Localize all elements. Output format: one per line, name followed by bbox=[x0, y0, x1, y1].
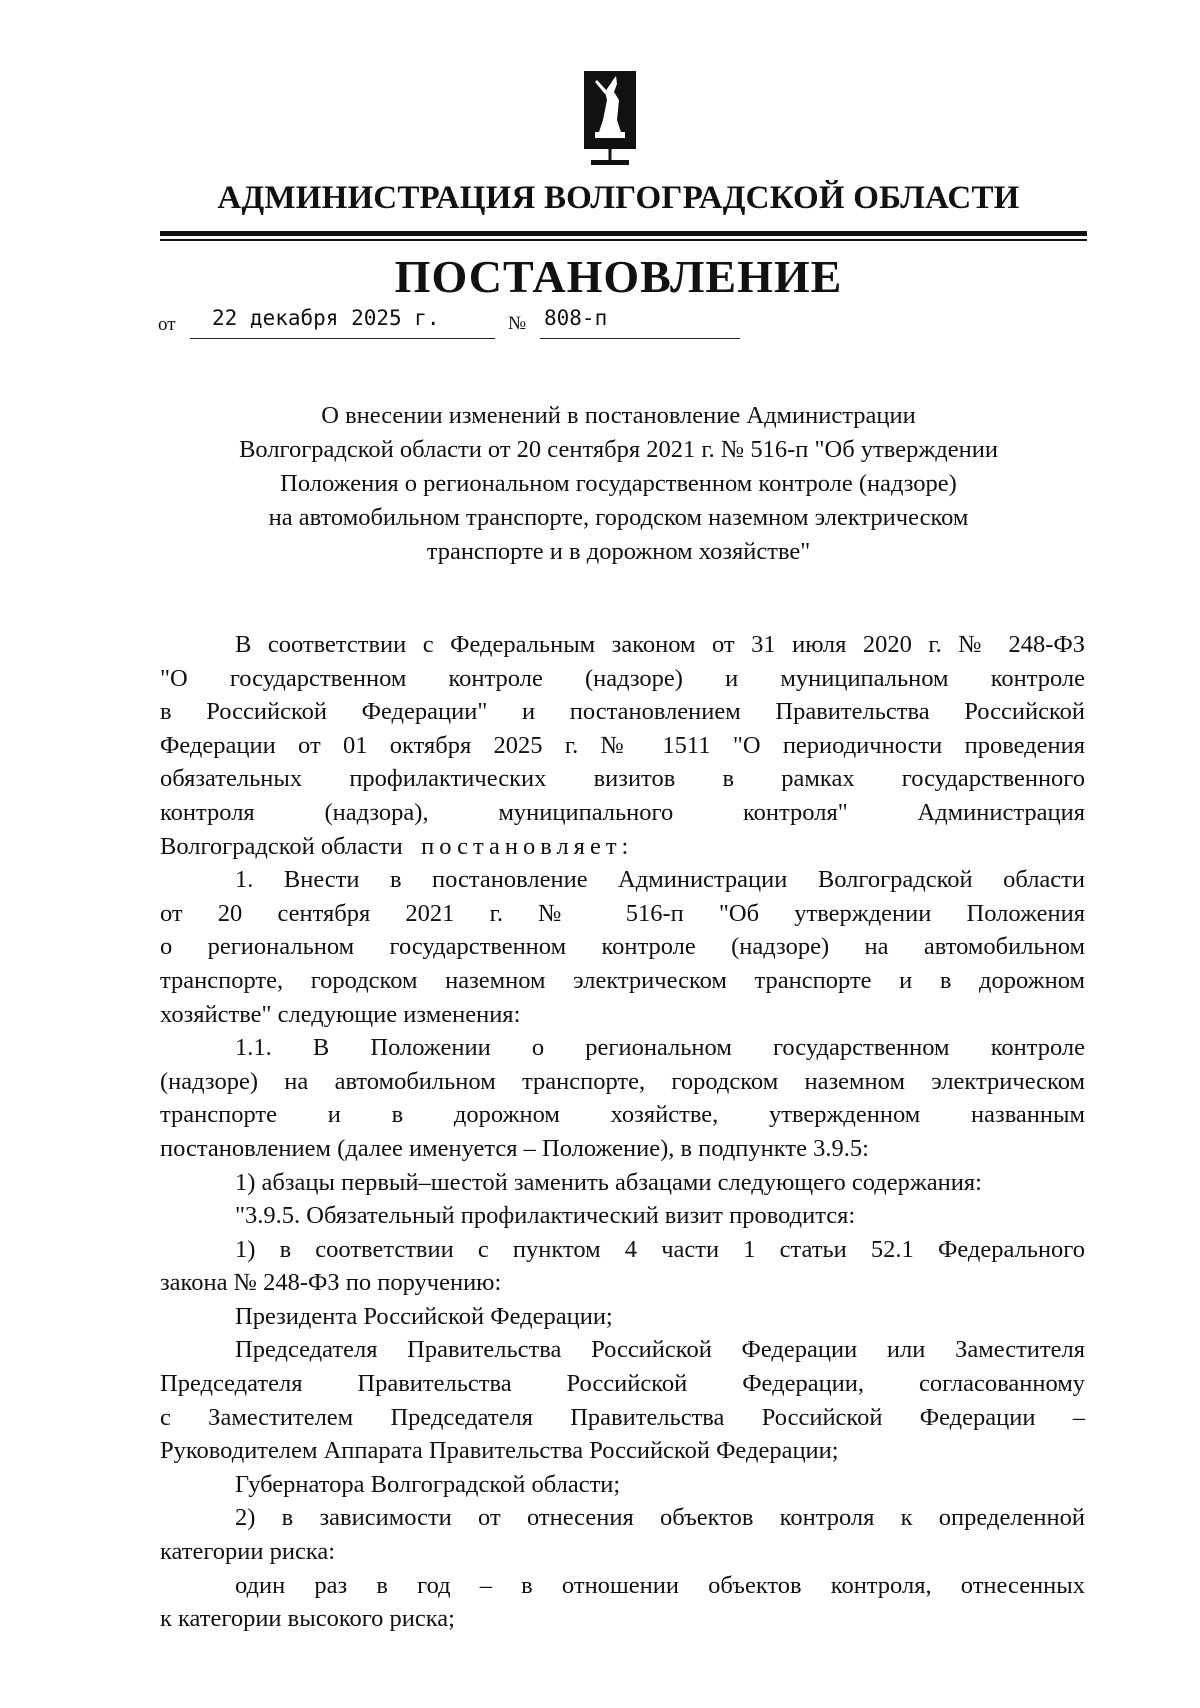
number-value: 808-п bbox=[544, 306, 608, 330]
body-line: В соответствии с Федеральным законом от 31 июля 2020 г. № 248-ФЗ bbox=[235, 631, 1085, 658]
body-line: транспорте, городском наземном электрическом транспорте и в дорожном bbox=[160, 966, 1085, 994]
body-line: закона № 248-ФЗ по поручению: bbox=[160, 1269, 502, 1297]
body-line: "О государственном контроле (надзоре) и муниципальном контроле bbox=[160, 664, 1085, 692]
body-line: один раз в год – в отношении объектов контроля, отнесенных bbox=[235, 1571, 1085, 1599]
document-subject bbox=[150, 399, 1087, 569]
subject-line: на автомобильном транспорте, городском наземном электрическом bbox=[268, 504, 969, 531]
resolves-word: постановляет: bbox=[421, 832, 634, 860]
body-line: 1. Внести в постановление Администрации Волгоградской области bbox=[235, 866, 1085, 894]
body-line: (надзоре) на автомобильном транспорте, городском наземном электрическом bbox=[160, 1067, 1085, 1095]
body-line: Президента Российской Федерации; bbox=[235, 1302, 613, 1330]
body-line: обязательных профилактических визитов в рамках государственного bbox=[160, 765, 1085, 793]
subject-line: транспорте и в дорожном хозяйстве" bbox=[426, 538, 811, 565]
body-line: с Заместителем Председателя Правительства Российской Федерации – bbox=[160, 1403, 1085, 1431]
body-line: "3.9.5. Обязательный профилактический визит проводится: bbox=[235, 1202, 856, 1230]
body-line: Губернатора Волгоградской области; bbox=[235, 1470, 621, 1498]
date-value: 22 декабря 2025 г. bbox=[212, 306, 440, 330]
body-line: 1) абзацы первый–шестой заменить абзацами следующего содержания: bbox=[235, 1168, 982, 1196]
document-body bbox=[160, 628, 1085, 1636]
preamble-end: Волгоградской области bbox=[160, 832, 403, 860]
body-line: 1.1. В Положении о региональном государственном контроле bbox=[235, 1034, 1085, 1062]
document-type-title: ПОСТАНОВЛЕНИЕ bbox=[394, 251, 843, 302]
number-label: № bbox=[508, 313, 527, 334]
number-field bbox=[540, 304, 740, 339]
body-line: транспорте и в дорожном хозяйстве, утвержденном названным bbox=[160, 1101, 1085, 1129]
body-line: 1) в соответствии с пунктом 4 части 1 статьи 52.1 Федерального bbox=[235, 1235, 1085, 1263]
body-line: в Российской Федерации" и постановлением Правительства Российской bbox=[160, 698, 1085, 726]
body-line: Федерации от 01 октября 2025 г. № 1511 "О периодичности проведения bbox=[160, 731, 1085, 759]
body-line: постановлением (далее именуется – Положение), в подпункте 3.9.5: bbox=[160, 1134, 869, 1162]
body-line: 2) в зависимости от отнесения объектов контроля к определенной bbox=[235, 1504, 1085, 1532]
body-line: к категории высокого риска; bbox=[160, 1605, 455, 1633]
body-line: Председателя Правительства Российской Федерации или Заместителя bbox=[235, 1336, 1085, 1364]
organization-name: АДМИНИСТРАЦИЯ ВОЛГОГРАДСКОЙ ОБЛАСТИ bbox=[217, 180, 1020, 216]
body-line bbox=[160, 830, 1085, 864]
header-rule-thin bbox=[160, 239, 1087, 241]
body-line: категории риска: bbox=[160, 1538, 336, 1566]
body-line: Председателя Правительства Российской Федерации, согласованному bbox=[160, 1370, 1085, 1398]
subject-line: Волгоградской области от 20 сентября 2021 г. № 516-п "Об утверждении bbox=[239, 436, 998, 463]
date-field bbox=[190, 304, 495, 339]
body-line: о региональном государственном контроле (надзоре) на автомобильном bbox=[160, 933, 1085, 961]
body-line: Руководителем Аппарата Правительства Российской Федерации; bbox=[160, 1437, 839, 1465]
date-label: от bbox=[158, 314, 176, 335]
header-rule-thick bbox=[160, 231, 1087, 236]
body-line: от 20 сентября 2021 г. № 516-п "Об утверждении Положения bbox=[160, 899, 1085, 927]
subject-line: О внесении изменений в постановление Администрации bbox=[321, 402, 916, 429]
subject-line: Положения о региональном государственном контроле (надзоре) bbox=[280, 470, 957, 497]
coat-of-arms-icon bbox=[583, 70, 637, 168]
body-line: контроля (надзора), муниципального контроля" Администрация bbox=[160, 798, 1085, 826]
body-line: хозяйстве" следующие изменения: bbox=[160, 1000, 521, 1028]
